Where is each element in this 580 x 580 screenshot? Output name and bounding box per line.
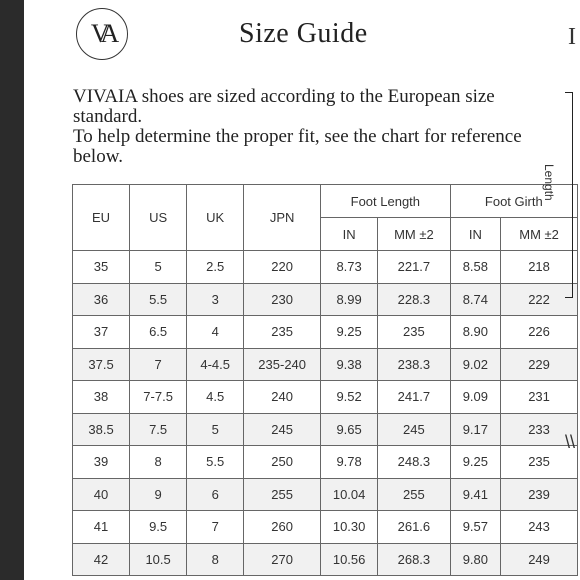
table-cell: 5.5 (130, 283, 187, 316)
table-cell: 9.25 (321, 316, 378, 349)
table-cell: 8.58 (450, 251, 501, 284)
table-cell: 250 (244, 446, 321, 479)
table-cell: 42 (73, 543, 130, 576)
table-cell: 260 (244, 511, 321, 544)
table-header-row (73, 185, 578, 218)
table-cell: 6.5 (130, 316, 187, 349)
table-cell: 41 (73, 511, 130, 544)
table-cell: 7-7.5 (130, 381, 187, 414)
table-cell: 222 (501, 283, 578, 316)
table-cell: 238.3 (378, 348, 450, 381)
next-page-peek-lines: \\ (565, 432, 576, 452)
table-cell: 235 (501, 446, 578, 479)
table-cell: 35 (73, 251, 130, 284)
table-cell: 9.41 (450, 478, 501, 511)
table-cell: 9 (130, 478, 187, 511)
table-cell: 5.5 (187, 446, 244, 479)
table-row (73, 316, 578, 349)
table-cell: 3 (187, 283, 244, 316)
column-header-jpn: JPN (244, 185, 321, 251)
table-cell: 241.7 (378, 381, 450, 414)
table-cell: 9.17 (450, 413, 501, 446)
table-cell: 7 (130, 348, 187, 381)
size-chart-body (73, 251, 578, 576)
table-cell: 255 (378, 478, 450, 511)
table-cell: 37.5 (73, 348, 130, 381)
brand-logo-text: VA (90, 19, 114, 48)
table-cell: 5 (187, 413, 244, 446)
table-row (73, 381, 578, 414)
table-cell: 235 (244, 316, 321, 349)
table-cell: 9.80 (450, 543, 501, 576)
column-header-uk: UK (187, 185, 244, 251)
table-cell: 255 (244, 478, 321, 511)
table-cell: 239 (501, 478, 578, 511)
table-row (73, 283, 578, 316)
table-cell: 235-240 (244, 348, 321, 381)
table-cell: 245 (244, 413, 321, 446)
table-cell: 5 (130, 251, 187, 284)
length-label: Length (542, 164, 556, 201)
table-row (73, 348, 578, 381)
table-cell: 38 (73, 381, 130, 414)
table-cell: 9.25 (450, 446, 501, 479)
table-cell: 4 (187, 316, 244, 349)
table-cell: 8.99 (321, 283, 378, 316)
table-row (73, 478, 578, 511)
table-cell: 9.78 (321, 446, 378, 479)
subheader-length-in: IN (321, 218, 378, 251)
table-cell: 226 (501, 316, 578, 349)
table-cell: 235 (378, 316, 450, 349)
table-cell: 270 (244, 543, 321, 576)
table-cell: 6 (187, 478, 244, 511)
table-row (73, 413, 578, 446)
next-page-peek-char: I (568, 24, 576, 50)
column-header-eu: EU (73, 185, 130, 251)
table-cell: 4.5 (187, 381, 244, 414)
table-cell: 268.3 (378, 543, 450, 576)
table-cell: 37 (73, 316, 130, 349)
table-row (73, 511, 578, 544)
table-cell: 9.02 (450, 348, 501, 381)
size-chart-table (72, 184, 578, 576)
table-cell: 2.5 (187, 251, 244, 284)
table-cell: 8 (130, 446, 187, 479)
table-cell: 36 (73, 283, 130, 316)
table-cell: 7.5 (130, 413, 187, 446)
table-cell: 243 (501, 511, 578, 544)
brand-logo (76, 8, 128, 60)
table-cell: 8.90 (450, 316, 501, 349)
page-title: Size Guide (239, 18, 368, 49)
group-header-foot-length: Foot Length (321, 185, 451, 218)
subheader-length-mm: MM ±2 (378, 218, 450, 251)
table-row (73, 251, 578, 284)
table-cell: 39 (73, 446, 130, 479)
table-cell: 218 (501, 251, 578, 284)
table-cell: 10.04 (321, 478, 378, 511)
table-cell: 220 (244, 251, 321, 284)
table-cell: 9.5 (130, 511, 187, 544)
table-cell: 248.3 (378, 446, 450, 479)
table-cell: 8 (187, 543, 244, 576)
table-cell: 229 (501, 348, 578, 381)
table-cell: 245 (378, 413, 450, 446)
table-cell: 38.5 (73, 413, 130, 446)
subheader-girth-mm: MM ±2 (501, 218, 578, 251)
table-cell: 7 (187, 511, 244, 544)
table-cell: 9.57 (450, 511, 501, 544)
table-cell: 9.65 (321, 413, 378, 446)
table-cell: 9.38 (321, 348, 378, 381)
table-cell: 10.56 (321, 543, 378, 576)
table-cell: 249 (501, 543, 578, 576)
table-cell: 4-4.5 (187, 348, 244, 381)
size-description (73, 87, 533, 167)
table-cell: 228.3 (378, 283, 450, 316)
table-cell: 10.5 (130, 543, 187, 576)
subheader-girth-in: IN (450, 218, 501, 251)
size-guide-page (24, 0, 580, 580)
table-cell: 9.09 (450, 381, 501, 414)
length-bracket (565, 92, 573, 298)
description-line-1: VIVAIA shoes are sized according to the European size standard. (73, 86, 495, 127)
table-cell: 40 (73, 478, 130, 511)
table-cell: 261.6 (378, 511, 450, 544)
table-cell: 10.30 (321, 511, 378, 544)
table-row (73, 543, 578, 576)
table-cell: 8.73 (321, 251, 378, 284)
table-cell: 240 (244, 381, 321, 414)
table-row (73, 446, 578, 479)
table-cell: 233 (501, 413, 578, 446)
table-cell: 231 (501, 381, 578, 414)
column-header-us: US (130, 185, 187, 251)
table-cell: 9.52 (321, 381, 378, 414)
table-cell: 230 (244, 283, 321, 316)
group-header-foot-girth: Foot Girth (450, 185, 577, 218)
table-cell: 8.74 (450, 283, 501, 316)
description-line-2: To help determine the proper fit, see the chart for reference below. (73, 126, 522, 167)
table-cell: 221.7 (378, 251, 450, 284)
